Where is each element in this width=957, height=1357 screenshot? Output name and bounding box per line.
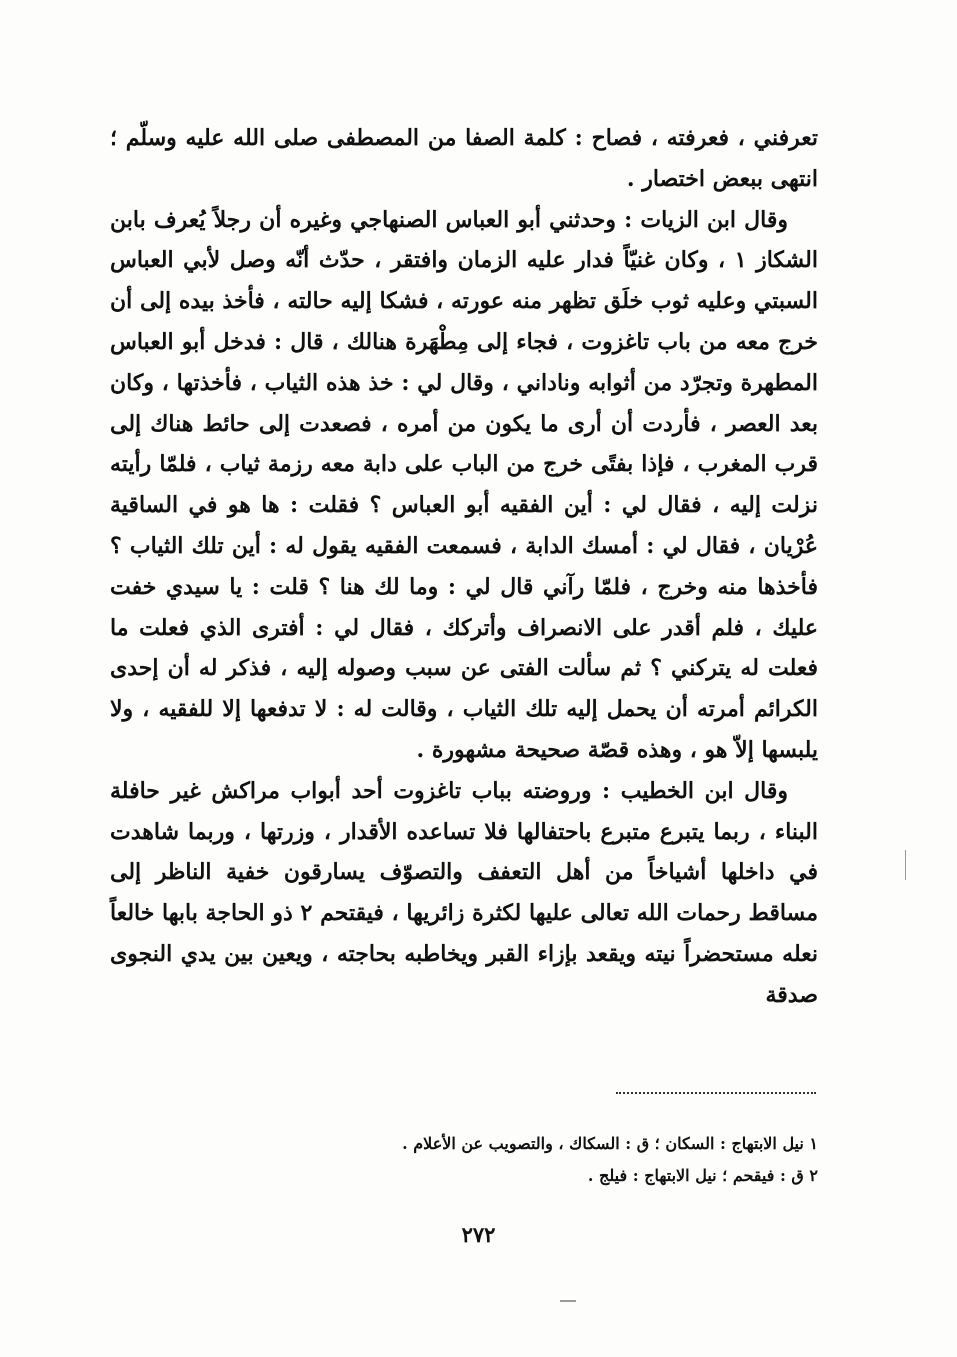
footnote-1: ١ نيل الابتهاج : السكان ؛ ق : السكاك ، والتصويب عن الأعلام . xyxy=(402,1134,818,1153)
scan-mark-right xyxy=(905,850,906,880)
paragraph-3: وقال ابن الخطيب : وروضته بباب تاغزوت أحد أبواب مراكش غير حافلة البناء ، ربما يتبرع متبرع باحتفالها فلا تساعده الأقدار ، وزرتها ، وربما شاهدت في داخلها أشياخاً من أهل التعفف والتصوّف يسارقون خفية الناظر إلى مساقط رحمات الله تعالى عليها لكثرة زائريها ، فيقتحم ٢ ذو الحاجة بابها خالعاً نعله مستحضراً نيته ويقعد بإزاء القبر ويخاطبه بحاجته ، ويعين بين يدي النجوى صدقة xyxy=(110,777,818,1008)
paragraph-2: وقال ابن الزيات : وحدثني أبو العباس الصنهاجي وغيره أن رجلاً يُعرف بابن الشكاز ١ ، وكان غنيّاً فدار عليه الزمان وافتقر ، حدّث أنّه وصل لأبي العباس السبتي وعليه ثوب خلَق تظهر منه عورته ، فشكا إليه حالته ، فأخذ بيده إلى أن خرج معه من باب تاغزوت ، فجاء إلى مِطْهَرة هنالك ، قال : فدخل أبو العباس المطهرة وتجرّد من أثوابه وناداني ، وقال لي : خذ هذه الثياب ، فأخذتها ، وكان بعد العصر ، فأردت أن أرى ما يكون من أمره ، فصعدت إلى حائط هناك إلى قرب المغرب ، فإذا بفتًى خرج من الباب على دابة معه رزمة ثياب ، فلمّا رأيته نزلت إليه ، فقال لي : أين الفقيه أبو العباس ؟ فقلت : ها هو في الساقية عُرْيان ، فقال لي : أمسك الدابة ، فسمعت الفقيه يقول له : أين تلك الثياب ؟ فأخذها منه وخرج ، فلمّا رآني قال لي : وما لك هنا ؟ قلت : يا سيدي خفت عليك ، فلم أقدر على الانصراف وأتركك ، فقال لي : أفترى الذي فعلت ما فعلت له يتركني ؟ ثم سألت الفتى عن سبب وصوله إليه ، فذكر له أن إحدى الكرائم أمرته أن يحمل إليه تلك الثياب ، وقالت له : لا تدفعها إلا للفقيه ، ولا يلبسها إلاّ هو ، وهذه قصّة صحيحة مشهورة . xyxy=(110,206,819,763)
paragraph-1: تعرفني ، فعرفته ، فصاح : كلمة الصفا من المصطفى صلى الله عليه وسلّم ؛ انتهى ببعض اختصار . xyxy=(110,125,818,192)
footnote-divider xyxy=(616,1092,816,1094)
scan-mark-bottom xyxy=(560,1300,576,1302)
footnote-2: ٢ ق : فيقحم ؛ نيل الابتهاج : فيلج . xyxy=(587,1166,818,1185)
page-number: ٢٧٢ xyxy=(461,1222,496,1247)
main-text xyxy=(110,118,818,1016)
footnotes xyxy=(150,1128,818,1192)
